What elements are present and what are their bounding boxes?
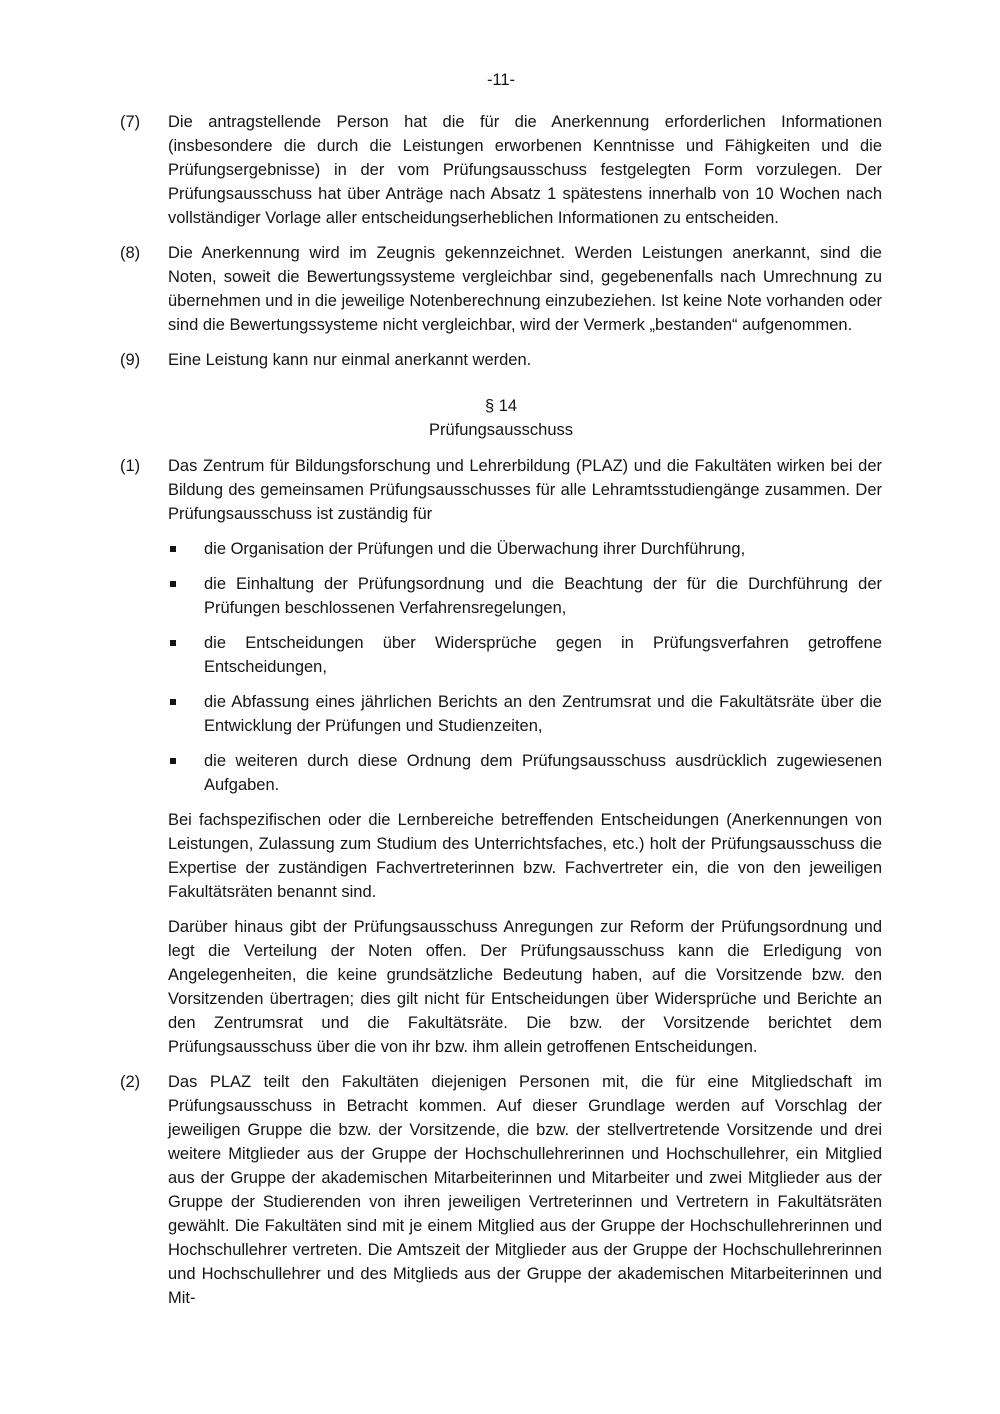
paragraph-text: Die antragstellende Person hat die für die Anerkennung erforderlichen Informationen (insbesondere die durch die Leistungen erworbenen Kenntnisse und Fähigkeiten und die Prüfungsergebnisse) in der vom Prüfungsausschuss festgelegten Form vorzulegen. Der Prüfungsausschuss hat über Anträge nach Absatz 1 spätestens innerhalb von 10 Wochen nach vollständiger Vorlage aller entscheidungserheblichen Informationen zu entscheiden. — [168, 113, 882, 227]
bullet-text: die weiteren durch diese Ordnung dem Prüfungsausschuss ausdrücklich zugewiesenen Aufgaben. — [204, 752, 882, 794]
numbered-paragraph — [120, 110, 882, 230]
numbered-paragraph — [120, 348, 882, 372]
paragraph-text: Das Zentrum für Bildungsforschung und Lehrerbildung (PLAZ) und die Fakultäten wirken bei der Bildung des gemeinsamen Prüfungsausschusses für alle Lehramtsstudiengänge zusammen. Der Prüfungsausschuss ist zuständig für — [168, 457, 882, 523]
bullet-item — [168, 749, 882, 797]
paragraph-number: (9) — [120, 351, 141, 369]
bullet-item — [168, 690, 882, 738]
section-heading — [120, 394, 882, 442]
bullet-item — [168, 631, 882, 679]
paragraph-number: (1) — [120, 457, 141, 475]
bullet-square-icon — [168, 690, 204, 738]
section-heading-line: § 14 — [484, 397, 518, 415]
bullet-square-icon — [168, 631, 204, 679]
bullet-text: die Organisation der Prüfungen und die Überwachung ihrer Durchführung, — [204, 540, 746, 558]
continuation-paragraph — [168, 808, 882, 904]
numbered-paragraph — [120, 241, 882, 337]
bullet-square-icon — [168, 749, 204, 797]
numbered-paragraph — [120, 454, 882, 526]
numbered-paragraph — [120, 1070, 882, 1310]
paragraph-number: (8) — [120, 244, 141, 262]
bullet-square-icon — [168, 572, 204, 620]
bullet-text: die Einhaltung der Prüfungsordnung und die Beachtung der für die Durchführung der Prüfungen beschlossenen Verfahrensregelungen, — [204, 575, 882, 617]
bullet-item — [168, 572, 882, 620]
continuation-paragraph — [168, 915, 882, 1059]
paragraph-text: Darüber hinaus gibt der Prüfungsausschuss Anregungen zur Reform der Prüfungsordnung und legt die Verteilung der Noten offen. Der Prüfungsausschuss kann die Erledigung von Angelegenheiten, die keine grundsätzliche Bedeutung haben, auf die Vorsitzende bzw. den Vorsitzenden übertragen; dies gilt nicht für Entscheidungen über Widersprüche und Berichte an den Zentrumsrat und die Fakultätsräte. Die bzw. der Vorsitzende berichtet dem Prüfungsausschuss über die von ihr bzw. ihm allein getroffenen Entscheidungen. — [168, 918, 882, 1056]
section-heading-line: Prüfungsausschuss — [429, 421, 573, 439]
paragraph-number: (2) — [120, 1073, 141, 1091]
page-number: -11- — [486, 71, 516, 89]
bullet-square-icon — [168, 537, 204, 561]
bullet-item — [168, 537, 882, 561]
paragraph-text: Eine Leistung kann nur einmal anerkannt werden. — [168, 351, 532, 369]
paragraph-text: Bei fachspezifischen oder die Lernbereiche betreffenden Entscheidungen (Anerkennungen von Leistungen, Zulassung zum Studium des Unterrichtsfaches, etc.) holt der Prüfungsausschuss die Expertise der zuständigen Fachvertreterinnen bzw. Fachvertreter ein, die von den jeweiligen Fakultätsräten benannt sind. — [168, 811, 882, 901]
document-body — [120, 110, 882, 1310]
paragraph-text: Das PLAZ teilt den Fakultäten diejenigen Personen mit, die für eine Mitgliedschaft im Prüfungsausschuss in Betracht kommen. Auf dieser Grundlage werden auf Vorschlag der jeweiligen Gruppe die bzw. der Vorsitzende, die bzw. der stellvertretende Vorsitzende und drei weitere Mitglieder aus der Gruppe der Hochschullehrerinnen und Hochschullehrer, ein Mitglied aus der Gruppe der akademischen Mitarbeiterinnen und Mitarbeiter und zwei Mitglieder aus der Gruppe der Studierenden von ihren jeweiligen Vertreterinnen und Vertretern in Fakultätsräten gewählt. Die Fakultäten sind mit je einem Mitglied aus der Gruppe der Hochschullehrerinnen und Hochschullehrer vertreten. Die Amtszeit der Mitglieder aus der Gruppe der Hochschullehrerinnen und Hochschullehrer und des Mitglieds aus der Gruppe der akademischen Mitarbeiterinnen und Mit- — [168, 1073, 882, 1307]
bullet-text: die Abfassung eines jährlichen Berichts an den Zentrumsrat und die Fakultätsräte über die Entwicklung der Prüfungen und Studienzeiten, — [204, 693, 882, 735]
paragraph-text: Die Anerkennung wird im Zeugnis gekennzeichnet. Werden Leistungen anerkannt, sind die Noten, soweit die Bewertungssysteme vergleichbar sind, gegebenenfalls nach Umrechnung zu übernehmen und in die jeweilige Notenberechnung einzubeziehen. Ist keine Note vorhanden oder sind die Bewertungssysteme nicht vergleichbar, wird der Vermerk „bestanden“ aufgenommen. — [168, 244, 882, 334]
paragraph-number: (7) — [120, 113, 141, 131]
bullet-text: die Entscheidungen über Widersprüche gegen in Prüfungsverfahren getroffene Entscheidungen, — [204, 634, 882, 676]
